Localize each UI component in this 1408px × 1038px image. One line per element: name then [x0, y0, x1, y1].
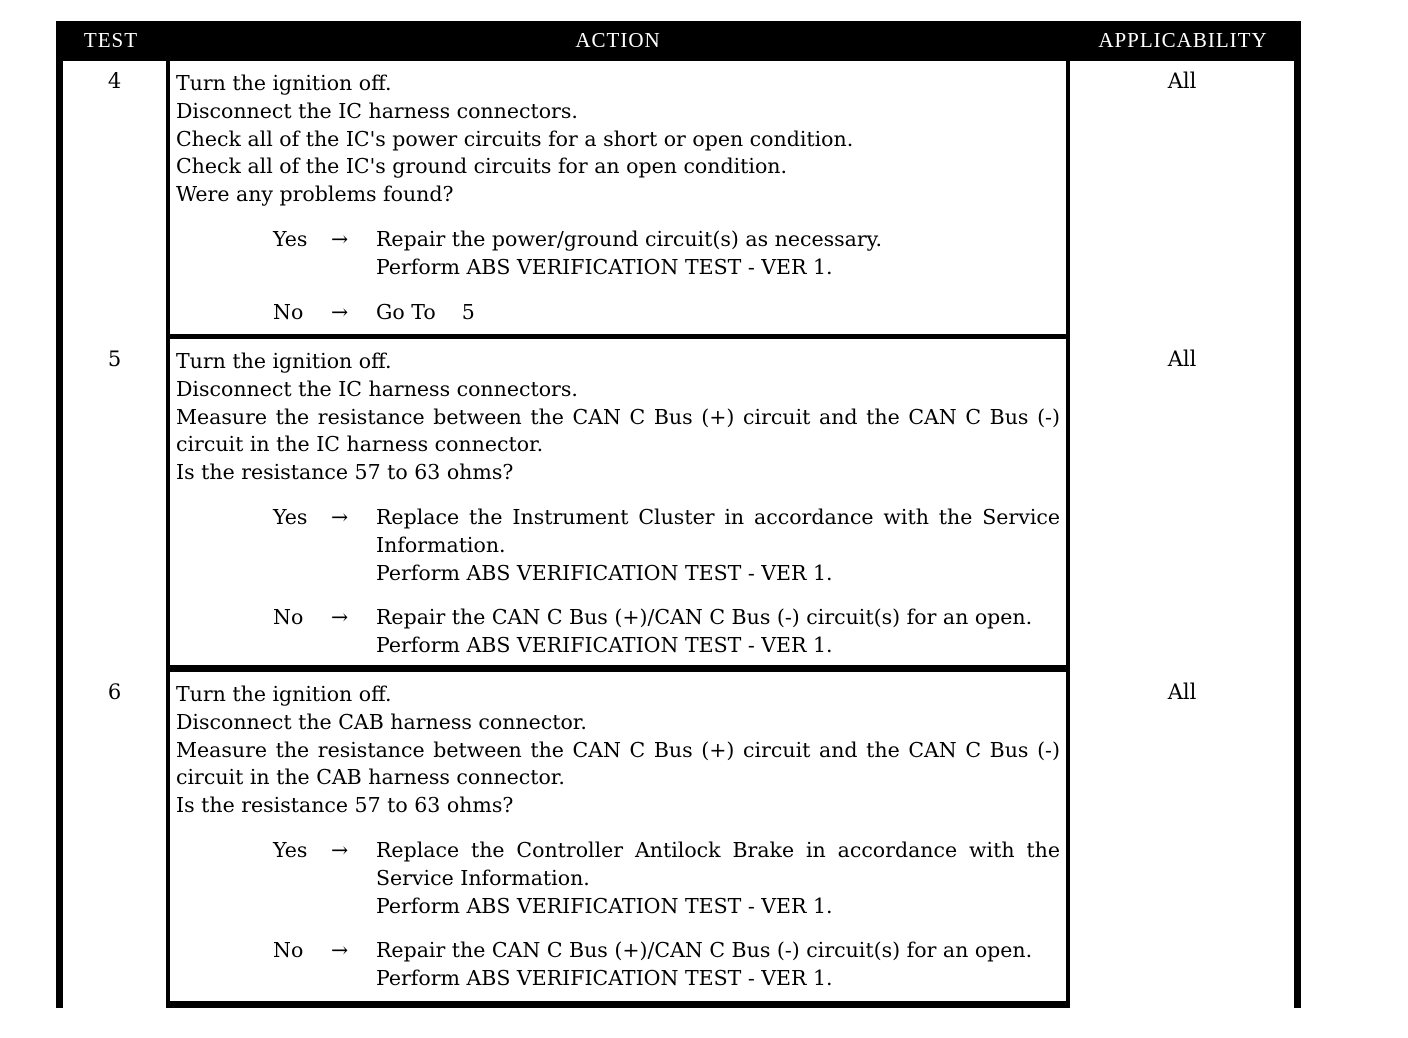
no-action-line: Perform ABS VERIFICATION TEST - VER 1.	[376, 633, 833, 658]
step-line: Measure the resistance between the CAN C Bus (+) circuit and the CAN C Bus (-) circuit in the CAB harness connector.	[176, 737, 1060, 790]
action-cell	[170, 672, 1066, 1001]
right-arrow-icon: →	[331, 299, 349, 324]
yes-label: Yes	[273, 504, 308, 529]
yes-result	[176, 226, 1060, 282]
header-test: TEST	[83, 27, 139, 52]
step-line: Disconnect the IC harness connectors.	[176, 376, 578, 401]
right-arrow-icon: →	[331, 226, 349, 251]
yes-label: Yes	[273, 837, 308, 862]
right-arrow-icon: →	[331, 605, 349, 630]
no-result	[176, 604, 1060, 660]
no-action-line: Repair the CAN C Bus (+)/CAN C Bus (-) circuit(s) for an open.	[376, 938, 1033, 963]
right-arrow-icon: →	[331, 504, 349, 529]
step-line: Disconnect the CAB harness connector.	[176, 709, 587, 734]
step-line: Disconnect the IC harness connectors.	[176, 98, 578, 123]
right-arrow-icon: →	[331, 938, 349, 963]
yes-action-line: Perform ABS VERIFICATION TEST - VER 1.	[376, 254, 833, 279]
test-number-cell: 6	[63, 672, 166, 1009]
step-line: Turn the ignition off.	[176, 349, 392, 373]
step-line: Measure the resistance between the CAN C Bus (+) circuit and the CAN C Bus (-) circuit in the IC harness connector.	[176, 404, 1060, 457]
step-line: Is the resistance 57 to 63 ohms?	[176, 793, 514, 818]
applicability-cell: All	[1070, 339, 1294, 673]
test-number-cell: 5	[63, 339, 166, 673]
applicability-cell: All	[1070, 672, 1294, 1009]
yes-result	[176, 837, 1060, 920]
test-number-cell: 4	[63, 61, 166, 342]
header-action: ACTION	[575, 27, 661, 52]
action-steps	[176, 70, 1060, 209]
step-line: Turn the ignition off.	[176, 682, 392, 706]
applicability-cell: All	[1070, 61, 1294, 342]
yes-action-line: Replace the Controller Antilock Brake in accordance with the Service Information.	[376, 837, 1060, 890]
no-action-line: Repair the CAN C Bus (+)/CAN C Bus (-) circuit(s) for an open.	[376, 605, 1033, 630]
yes-action-line: Repair the power/ground circuit(s) as necessary.	[376, 226, 883, 251]
goto-step-link[interactable]: Go To 5	[376, 299, 475, 324]
header-applicability: APPLICABILITY	[1098, 27, 1268, 52]
action-steps	[176, 348, 1060, 487]
step-line: Check all of the IC's ground circuits for an open condition.	[176, 154, 788, 179]
no-result	[176, 937, 1060, 993]
step-line: Is the resistance 57 to 63 ohms?	[176, 460, 514, 485]
no-label: No	[273, 299, 304, 324]
yes-result	[176, 504, 1060, 587]
step-line: Check all of the IC's power circuits for a short or open condition.	[176, 126, 854, 151]
right-arrow-icon: →	[331, 837, 349, 862]
step-line: Were any problems found?	[176, 182, 454, 207]
step-line: Turn the ignition off.	[176, 71, 392, 95]
no-action-line: Perform ABS VERIFICATION TEST - VER 1.	[376, 966, 833, 991]
yes-label: Yes	[273, 226, 308, 251]
action-cell	[170, 339, 1066, 665]
action-steps	[176, 681, 1060, 820]
yes-action-line: Perform ABS VERIFICATION TEST - VER 1.	[376, 560, 833, 585]
no-label: No	[273, 938, 304, 963]
no-label: No	[273, 605, 304, 630]
action-cell	[170, 61, 1066, 334]
no-result	[176, 299, 1060, 327]
yes-action-line: Replace the Instrument Cluster in accordance with the Service Information.	[376, 504, 1060, 557]
yes-action-line: Perform ABS VERIFICATION TEST - VER 1.	[376, 893, 833, 918]
diagnostic-test-table	[56, 21, 1301, 1008]
